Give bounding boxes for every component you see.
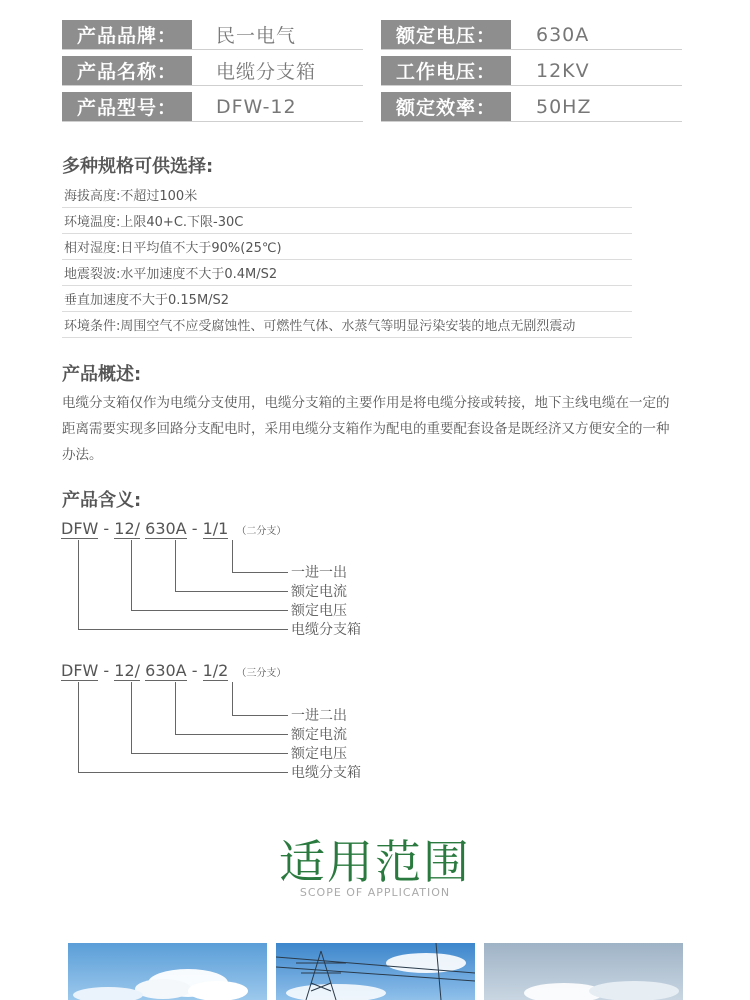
code-part-current: 630A	[145, 519, 187, 538]
spec-label: 额定效率：	[381, 92, 511, 121]
spec-value: 50HZ	[536, 95, 592, 118]
spec-label: 产品品牌：	[62, 20, 192, 49]
spec-value: 电缆分支箱	[216, 61, 317, 83]
connector-line	[78, 772, 288, 773]
application-photo	[68, 943, 267, 1000]
connector-line	[232, 682, 233, 715]
code-note: （二分支）	[236, 526, 287, 537]
code-part-voltage: 12/	[114, 519, 141, 538]
code-label: 电缆分支箱	[291, 622, 361, 638]
application-photo	[276, 943, 475, 1000]
spec-label: 产品型号：	[62, 92, 192, 121]
code-part-type: DFW	[61, 661, 99, 680]
connector-line	[232, 715, 288, 716]
spec-label: 工作电压：	[381, 56, 511, 85]
code-label: 电缆分支箱	[291, 765, 361, 781]
code-part-type: DFW	[61, 519, 99, 538]
code-separator: -	[186, 519, 203, 538]
list-item: 环境温度:上限40+C.下限-30C	[62, 208, 632, 234]
scope-title: 适用范围	[279, 835, 471, 889]
list-item: 地震裂波:水平加速度不大于0.4M/S2	[62, 260, 632, 286]
scope-subtitle: SCOPE OF APPLICATION	[299, 886, 451, 899]
code-part-branch: 1/2	[202, 661, 229, 680]
code-label: 额定电压	[291, 746, 347, 762]
application-photo	[484, 943, 683, 1000]
code-separator: -	[98, 519, 115, 538]
code-label: 额定电流	[291, 584, 347, 600]
code-part-current: 630A	[145, 661, 187, 680]
code-label: 额定电流	[291, 727, 347, 743]
meaning-title: 产品含义:	[62, 490, 142, 511]
code-note: （三分支）	[236, 668, 287, 679]
model-code	[61, 661, 286, 681]
list-item: 垂直加速度不大于0.15M/S2	[62, 286, 632, 312]
spec-value: DFW-12	[216, 95, 297, 118]
connector-line	[78, 682, 79, 772]
spec-label: 额定电压：	[381, 20, 511, 49]
spec-label: 产品名称：	[62, 56, 192, 85]
spec-value: 12KV	[536, 59, 590, 82]
code-label: 一进一出	[291, 565, 347, 581]
spec-value: 民一电气	[216, 25, 297, 47]
code-part-voltage: 12/	[114, 661, 141, 680]
code-label: 一进二出	[291, 708, 347, 724]
list-item: 相对湿度:日平均值不大于90%(25℃)	[62, 234, 632, 260]
code-separator: -	[98, 661, 115, 680]
options-title: 多种规格可供选择:	[62, 156, 214, 177]
code-separator: -	[186, 661, 203, 680]
code-label: 额定电压	[291, 603, 347, 619]
connector-line	[175, 682, 176, 734]
list-item: 环境条件:周围空气不应受腐蚀性、可燃性气体、水蒸气等明显污染安装的地点无剧烈震动	[62, 312, 632, 338]
list-item: 海拔高度:不超过100米	[62, 182, 632, 208]
overview-text: 电缆分支箱仅作为电缆分支使用，电缆分支箱的主要作用是将电缆分接或转接，地下主线电缆在一定的距离需要实现多回路分支配电时，采用电缆分支箱作为配电的重要配套设备是既经济又方便安全的一种办法。	[62, 395, 670, 463]
connector-line	[175, 734, 288, 735]
overview-title: 产品概述:	[62, 364, 142, 385]
connector-line	[131, 753, 288, 754]
code-part-branch: 1/1	[202, 519, 229, 538]
spec-value: 630A	[536, 23, 590, 46]
connector-line	[131, 682, 132, 753]
